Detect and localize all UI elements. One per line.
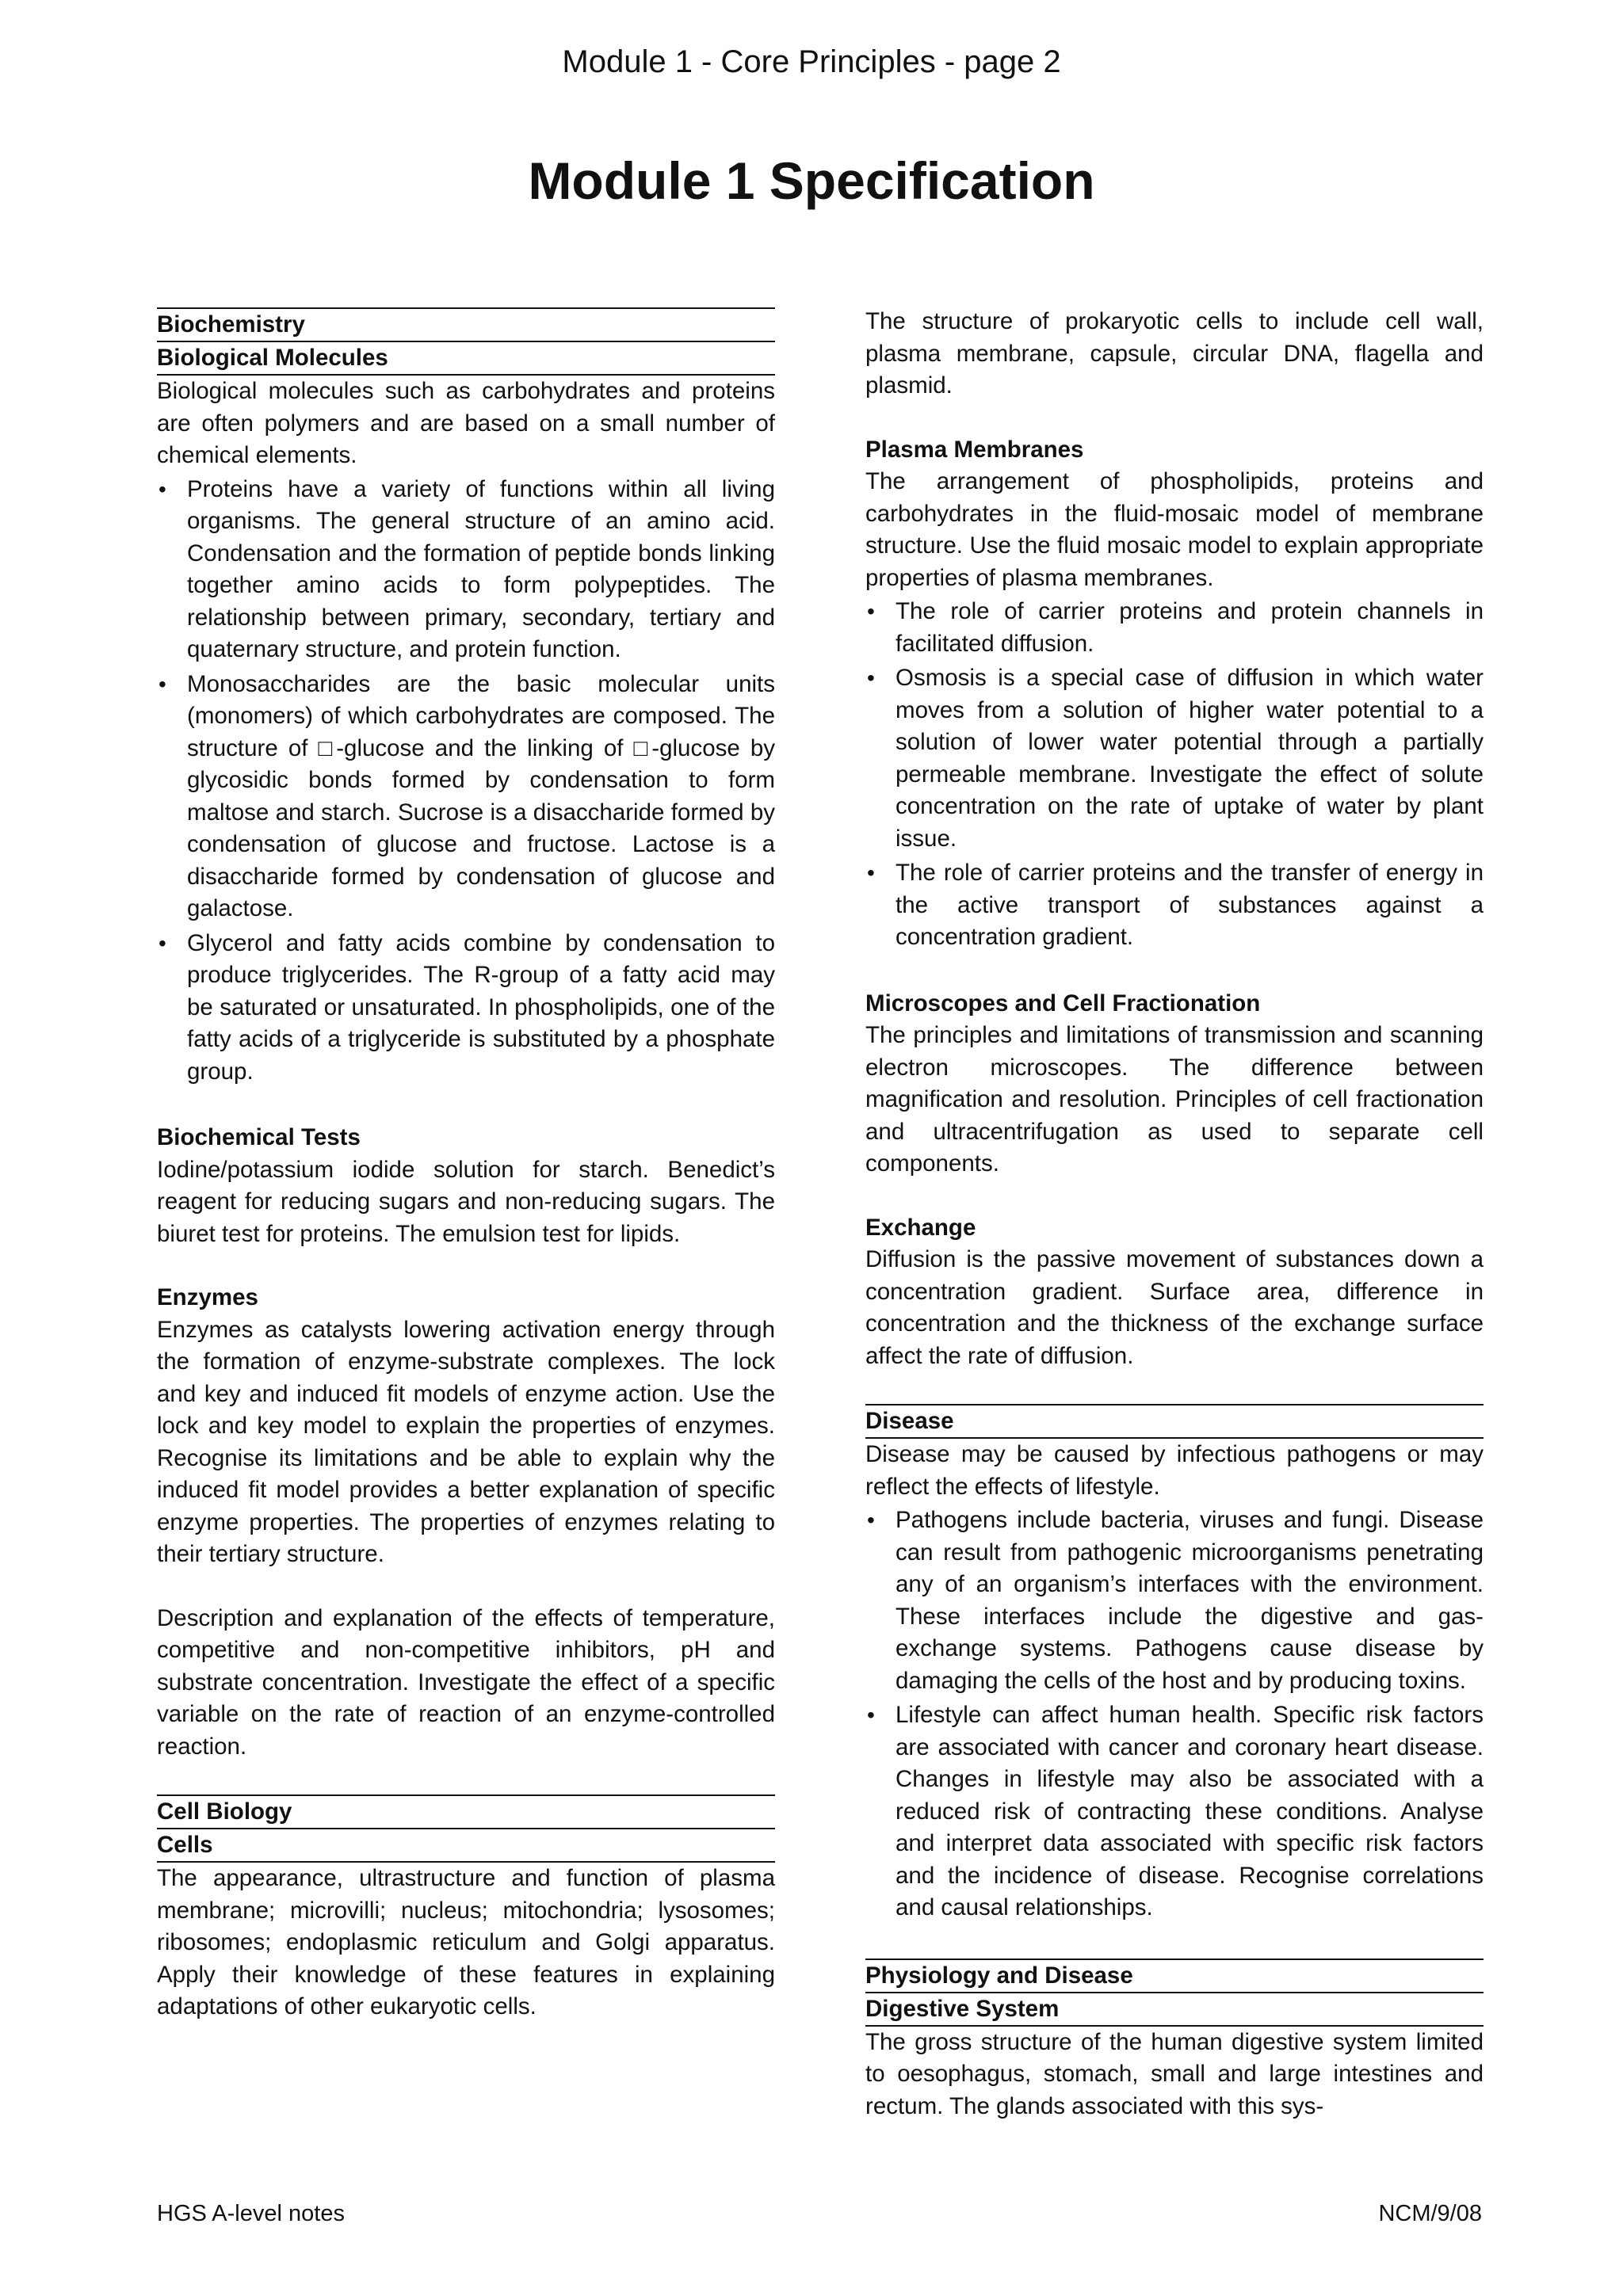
- spacer: [865, 1927, 1484, 1958]
- left-column: [157, 307, 775, 2023]
- bullet-icon: •: [867, 1508, 875, 1532]
- spacer: [865, 1372, 1484, 1404]
- paragraph-microscopes: The principles and limitations of transmission and scanning electron microscopes. The difference between magnification and resolution. Principles of cell fractionation and ultracentrifugation as used to separate cell components.: [865, 1022, 1484, 1177]
- subheading-plasma-membranes: Plasma Membranes: [865, 436, 1084, 463]
- paragraph-plasma-membranes: The arrangement of phospholipids, proteins and carbohydrates in the fluid-mosaic model of membrane structure. Use the fluid mosaic model to explain appropriate properties of plasma membranes.: [865, 468, 1484, 591]
- right-column: [865, 306, 1484, 2122]
- subheading-enzymes: Enzymes: [157, 1284, 258, 1310]
- list-item: [865, 1505, 1484, 1697]
- spacer: [865, 402, 1484, 434]
- subheading-cells: Cells: [157, 1832, 213, 1858]
- spacer: [865, 956, 1484, 988]
- footer-right: NCM/9/08: [1378, 2201, 1482, 2226]
- running-head: Module 1 - Core Principles - page 2: [562, 44, 1061, 79]
- spacer: [865, 1180, 1484, 1212]
- section-title: Cell Biology: [157, 1796, 775, 1829]
- paragraph-prokaryotic: The structure of prokaryotic cells to include cell wall, plasma membrane, capsule, circular DNA, flagella and plasmid.: [865, 308, 1484, 399]
- paragraph-digestive-system: The gross structure of the human digestive system limited to oesophagus, stomach, small and large intestines and rectum. The glands associated with this sys-: [865, 2028, 1484, 2119]
- page-title: Module 1 Specification: [528, 151, 1095, 210]
- list-item: [865, 1699, 1484, 1924]
- paragraph-exchange: Diffusion is the passive movement of substances down a concentration gradient. Surface area, difference in concentration and the thickness of the exchange surface affect the rate of diffusion.: [865, 1246, 1484, 1369]
- list-item-text: Proteins have a variety of functions within all living organisms. The general structure of an amino acid. Condensation and the formation of peptide bonds linking together amino acids to form polypeptides. The relationship between primary, secondary, tertiary and quaternary structure, and protein function.: [187, 475, 775, 662]
- spacer: [157, 1763, 775, 1794]
- paragraph-enzymes-2: Description and explanation of the effects of temperature, competitive and non-competitive inhibitors, pH and substrate concentration. Investigate the effect of a specific variable on the rate of reaction of an enzyme-controlled reaction.: [157, 1604, 775, 1760]
- list-item-text: Osmosis is a special case of diffusion in which water moves from a solution of higher water potential to a solution of lower water potential through a partially permeable membrane. Investigate the effect of solute concentration on the rate of uptake of water by plant issue.: [896, 665, 1484, 852]
- paragraph-biochemical-tests: Iodine/potassium iodide solution for starch. Benedict’s reagent for reducing sugars and non-reducing sugars. The biuret test for proteins. The emulsion test for lipids.: [157, 1156, 775, 1247]
- bullet-icon: •: [158, 476, 166, 502]
- list-item: [157, 928, 775, 1089]
- list-item: [865, 662, 1484, 855]
- section-title: Physiology and Disease: [865, 1960, 1484, 1993]
- spacer: [157, 1250, 775, 1282]
- spacer: [157, 1571, 775, 1603]
- subheading-biological-molecules: Biological Molecules: [157, 345, 388, 371]
- bullet-icon: •: [867, 1703, 875, 1727]
- bullet-icon: •: [867, 860, 875, 885]
- bullet-list-biological-molecules: [157, 474, 775, 1089]
- list-item-text: Pathogens include bacteria, viruses and fungi. Disease can result from pathogenic microorganisms penetrating any of an organism’s interfaces with the environment. These interfaces include the digestive and gas-exchange systems. Pathogens cause disease by damaging the cells of the host and by producing toxins.: [896, 1507, 1484, 1694]
- subheading-digestive-system: Digestive System: [865, 1995, 1060, 2022]
- paragraph-cells: The appearance, ultrastructure and function of plasma membrane; microvilli; nucleus; mitochondria; lysosomes; ribosomes; endoplasmic reticulum and Golgi apparatus. Apply their knowledge of these features in explaining adaptations of other eukaryotic cells.: [157, 1865, 775, 2019]
- list-item-text: Monosaccharides are the basic molecular units (monomers) of which carbohydrates are composed. The structure of □-glucose and the linking of □-glucose by glycosidic bonds formed by condensation to form maltose and starch. Sucrose is a disaccharide formed by condensation of glucose and fructose. Lactose is a disaccharide formed by condensation of glucose and galactose.: [187, 670, 775, 921]
- bullet-icon: •: [867, 666, 875, 690]
- paragraph-disease: Disease may be caused by infectious pathogens or may reflect the effects of lifestyle.: [865, 1441, 1484, 1500]
- footer-left: HGS A-level notes: [157, 2201, 345, 2226]
- bullet-list-disease: [865, 1505, 1484, 1924]
- subheading-microscopes: Microscopes and Cell Fractionation: [865, 990, 1261, 1016]
- subheading-biochemical-tests: Biochemical Tests: [157, 1124, 361, 1150]
- list-item-text: Lifestyle can affect human health. Specific risk factors are associated with cancer and coronary heart disease. Changes in lifestyle may also be associated with a reduced risk of contracting these conditions. Analyse and interpret data associated with specific risk factors and the incidence of disease. Recognise correlations and causal relationships.: [896, 1702, 1484, 1920]
- section-heading-biochemistry: [157, 307, 775, 376]
- bullet-icon: •: [158, 930, 166, 955]
- list-item-text: The role of carrier proteins and protein channels in facilitated diffusion.: [896, 598, 1484, 657]
- paragraph-biological-molecules: Biological molecules such as carbohydrates and proteins are often polymers and are based on a small number of chemical elements.: [157, 378, 775, 468]
- bullet-icon: •: [158, 671, 166, 696]
- list-item-text: The role of carrier proteins and the transfer of energy in the active transport of substances against a concentration gradient.: [896, 860, 1484, 950]
- subheading-exchange: Exchange: [865, 1214, 976, 1241]
- paragraph-enzymes-1: Enzymes as catalysts lowering activation energy through the formation of enzyme-substrate complexes. The lock and key and induced fit models of enzyme action. Use the lock and key model to explain the properties of enzymes. Recognise its limitations and be able to explain why the induced fit model provides a better explanation of specific enzyme properties. The properties of enzymes relating to their tertiary structure.: [157, 1316, 775, 1567]
- list-item: [157, 474, 775, 666]
- list-item-text: Glycerol and fatty acids combine by condensation to produce triglycerides. The R-group of a fatty acid may be saturated or unsaturated. In phospholipids, one of the fatty acids of a triglyceride is substituted by a phosphate group.: [187, 929, 775, 1085]
- section-heading-cell-biology: [157, 1794, 775, 1863]
- list-item: [157, 669, 775, 925]
- section-title: Biochemistry: [157, 309, 775, 342]
- list-item: [865, 596, 1484, 660]
- bullet-list-plasma-membranes: [865, 596, 1484, 954]
- section-heading-disease: Disease: [865, 1404, 1484, 1439]
- list-item: [865, 857, 1484, 954]
- bullet-icon: •: [867, 599, 875, 624]
- section-heading-physiology: [865, 1958, 1484, 2027]
- spacer: [157, 1090, 775, 1122]
